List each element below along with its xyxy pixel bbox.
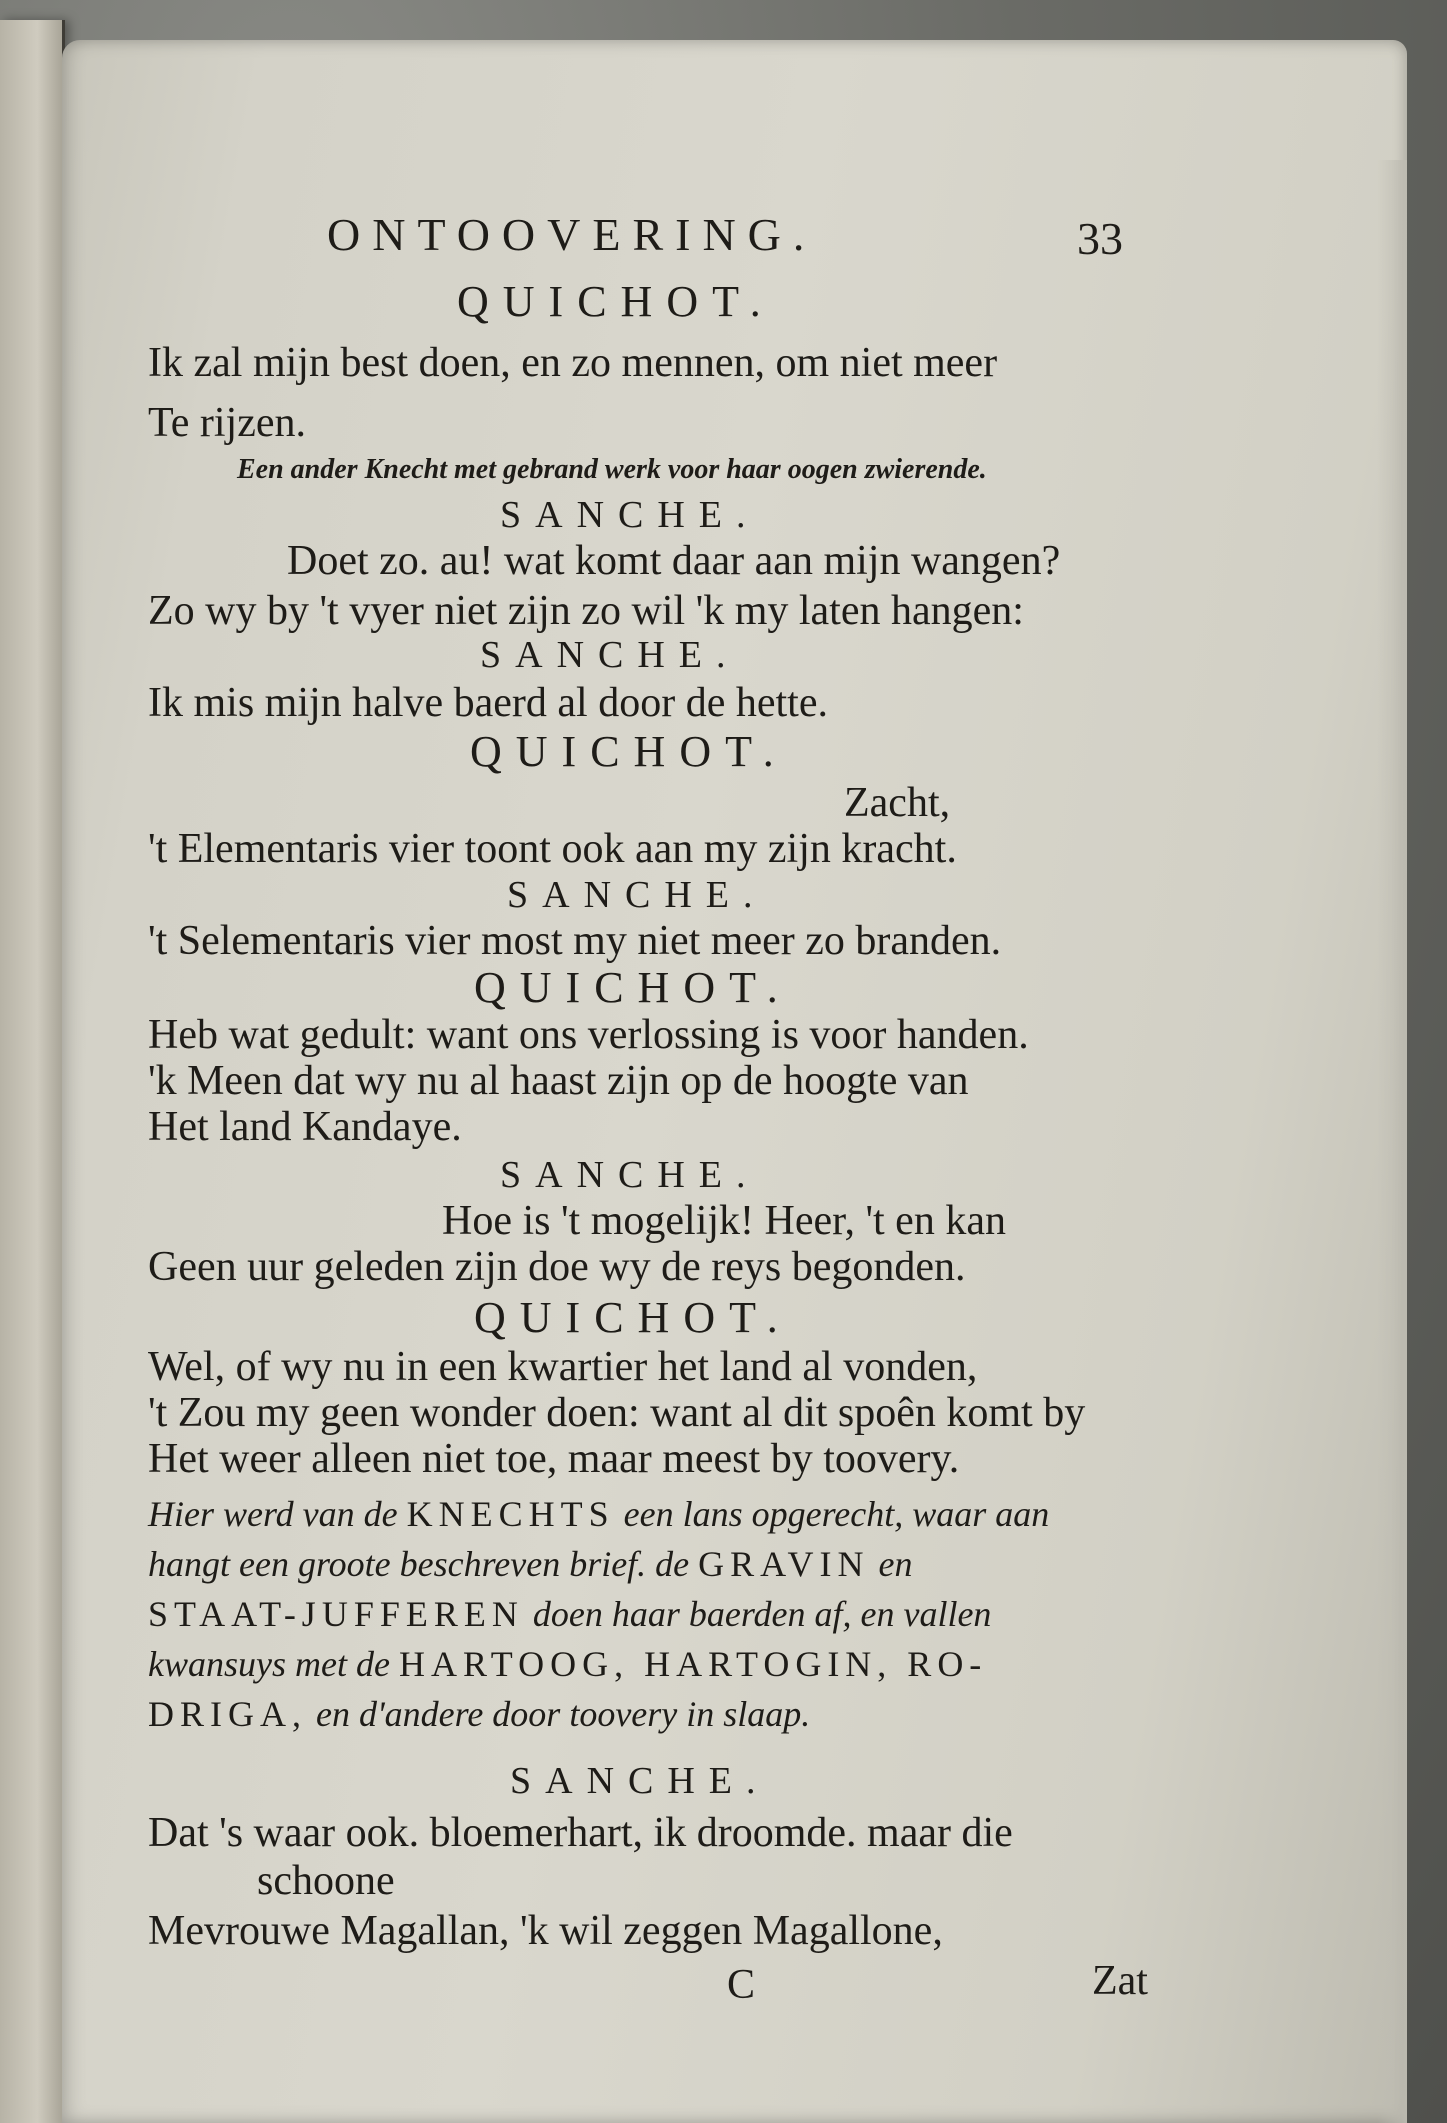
running-title: ONTOOVERING. xyxy=(327,209,817,260)
facing-page-edge xyxy=(0,20,65,2123)
stage-direction: Een ander Knecht met gebrand werk voor haar oogen zwierende. xyxy=(237,454,987,485)
stage-text: doen haar baerden af, en vallen xyxy=(523,1594,992,1634)
stage-direction-line xyxy=(148,1496,1049,1532)
stage-text: en xyxy=(869,1544,913,1584)
verse-line: Mevrouwe Magallan, 'k wil zeggen Magallone, xyxy=(148,1908,943,1954)
verse-line: Het land Kandaye. xyxy=(148,1104,462,1150)
verse-line: Zo wy by 't vyer niet zijn zo wil 'k my laten hangen: xyxy=(148,588,1024,634)
verse-line: Wel, of wy nu in een kwartier het land al vonden, xyxy=(148,1344,978,1390)
stage-name: STAAT-JUFFEREN xyxy=(148,1594,524,1634)
stage-direction-line xyxy=(148,1696,810,1732)
speaker-label: QUICHOT. xyxy=(474,1293,792,1342)
speaker-label: QUICHOT. xyxy=(457,277,775,326)
verse-line: Zacht, xyxy=(844,780,951,826)
verse-line-turnover: schoone xyxy=(257,1858,395,1904)
stage-text: een lans opgerecht, waar aan xyxy=(614,1494,1050,1534)
verse-line: Te rijzen. xyxy=(148,400,306,446)
stage-direction-line xyxy=(148,1646,987,1682)
page-number: 33 xyxy=(1077,213,1123,264)
speaker-label: SANCHE. xyxy=(500,1154,760,1196)
verse-line: Dat 's waar ook. bloemerhart, ik droomde. maar die xyxy=(148,1810,1013,1856)
verse-line: 't Zou my geen wonder doen: want al dit spoên komt by xyxy=(148,1390,1086,1436)
speaker-label: SANCHE. xyxy=(510,1760,770,1802)
speaker-label: QUICHOT. xyxy=(474,963,792,1012)
stage-name: HARTOOG, HARTOGIN, RO- xyxy=(398,1644,988,1684)
stage-name: DRIGA, xyxy=(148,1694,307,1734)
verse-line: Geen uur geleden zijn doe wy de reys begonden. xyxy=(148,1244,966,1290)
speaker-label: QUICHOT. xyxy=(470,727,788,776)
verse-line: Ik zal mijn best doen, en zo mennen, om niet meer xyxy=(148,340,998,386)
verse-line: 'k Meen dat wy nu al haast zijn op de hoogte van xyxy=(148,1058,969,1104)
verse-line: 't Elementaris vier toont ook aan my zijn kracht. xyxy=(148,826,957,872)
verse-line: Ik mis mijn halve baerd al door de hette. xyxy=(148,680,828,726)
signature-mark: C xyxy=(727,1962,756,2008)
page-edge-shadow xyxy=(1377,160,1407,2123)
verse-line: Het weer alleen niet toe, maar meest by toovery. xyxy=(148,1436,960,1482)
catchword: Zat xyxy=(1092,1958,1148,2004)
stage-direction-line xyxy=(148,1546,913,1582)
stage-text: kwansuys met de xyxy=(148,1644,399,1684)
verse-line: 't Selementaris vier most my niet meer zo branden. xyxy=(148,918,1002,964)
stage-text: hangt een groote beschreven brief. de xyxy=(148,1544,699,1584)
speaker-label: SANCHE. xyxy=(507,874,767,916)
stage-text: Hier werd van de xyxy=(148,1494,407,1534)
verse-line: Doet zo. au! wat komt daar aan mijn wangen? xyxy=(287,538,1061,584)
speaker-label: SANCHE. xyxy=(480,634,740,676)
verse-line: Hoe is 't mogelijk! Heer, 't en kan xyxy=(442,1198,1006,1244)
stage-name: GRAVIN xyxy=(698,1544,870,1584)
speaker-label: SANCHE. xyxy=(500,494,760,536)
verse-line: Heb wat gedult: want ons verlossing is voor handen. xyxy=(148,1012,1029,1058)
stage-name: KNECHTS xyxy=(406,1494,615,1534)
stage-text: en d'andere door toovery in slaap. xyxy=(307,1694,811,1734)
stage-direction-line xyxy=(148,1596,991,1632)
book-page xyxy=(62,40,1407,2123)
